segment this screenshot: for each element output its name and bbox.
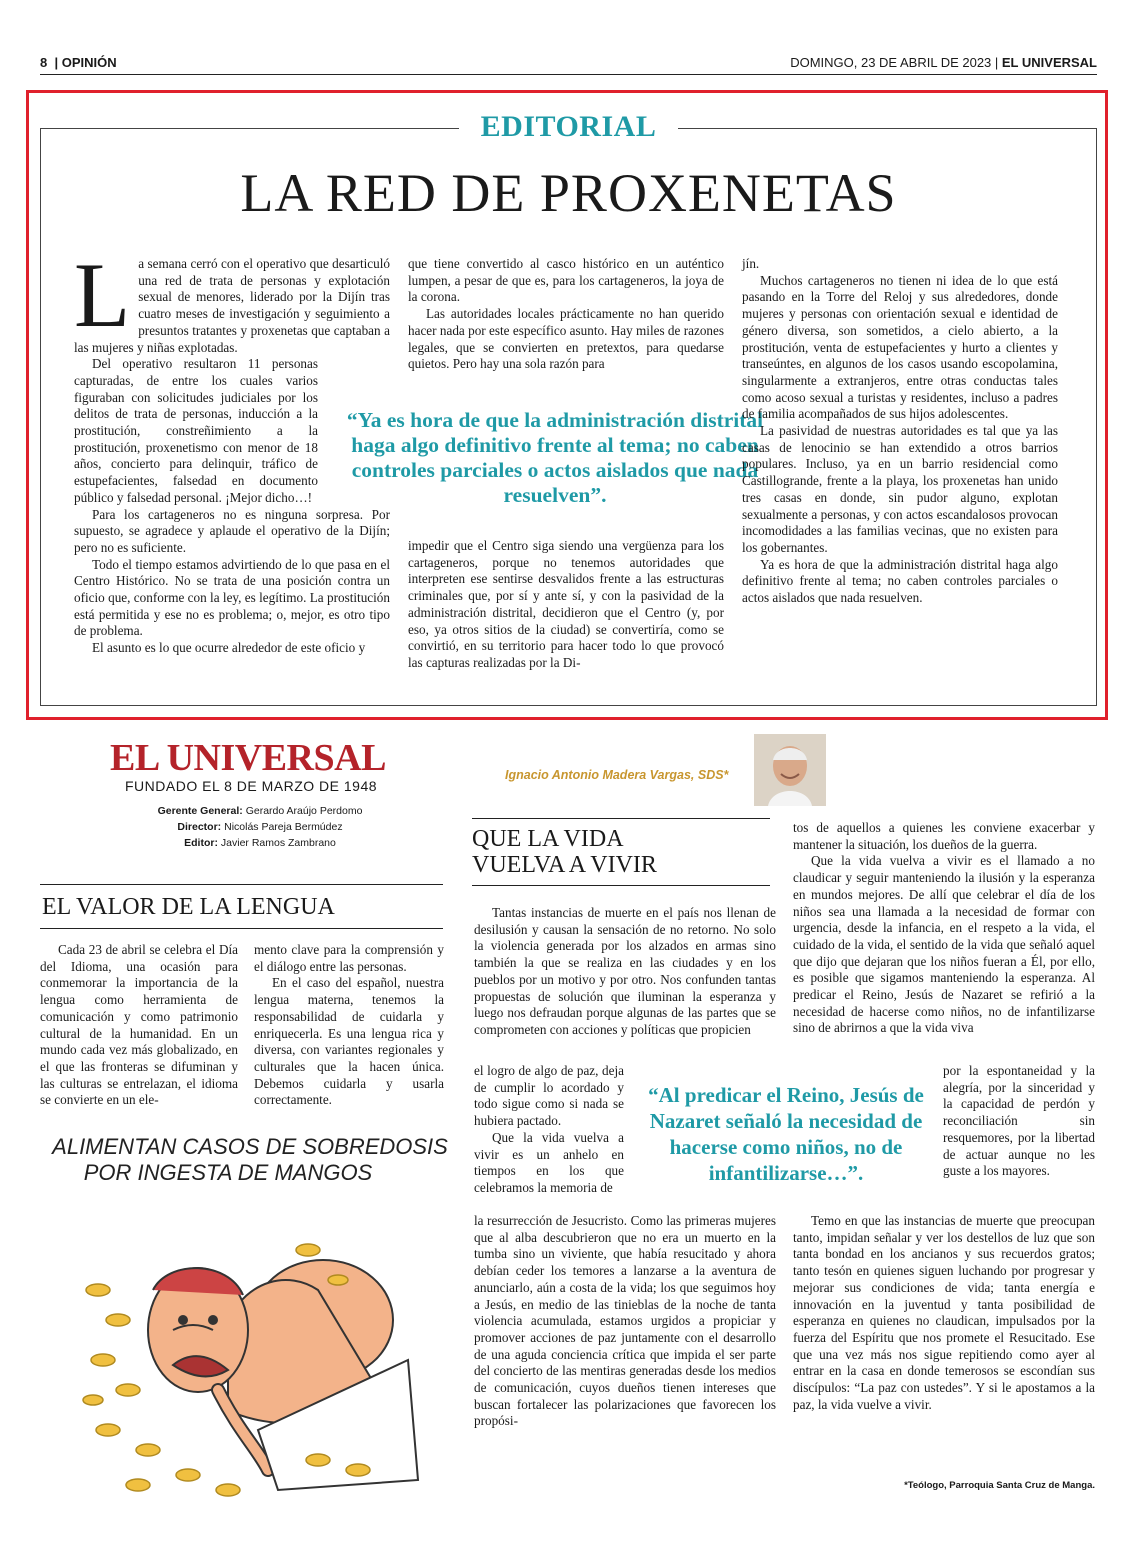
column-author: Ignacio Antonio Madera Vargas, SDS*	[505, 768, 729, 782]
editorial-column-2-bottom	[408, 538, 724, 672]
lengua-column-2	[254, 942, 444, 1109]
editorial-paragraph: que tiene convertido al casco histórico en un auténtico lumpen, a pesar de que es, para los cartageneros, la joya de la corona.	[408, 256, 724, 305]
column-pullquote: “Al predicar el Reino, Jesús de Nazaret señaló la necesidad de hacerse como niños, no de infantilizarse…”.	[648, 1083, 924, 1185]
column-left-narrow	[474, 1063, 624, 1197]
cartoon-caption: POR INGESTA DE MANGOS	[83, 1160, 373, 1185]
masthead-staff	[60, 803, 460, 851]
lengua-paragraph: mento clave para la comprensión y el diálogo entre las personas.	[254, 942, 444, 974]
column-paragraph: el logro de algo de paz, deja de cumplir lo acordado y todo sigue como si nada se hubiera pactado.	[474, 1063, 624, 1129]
editorial-paragraph: Las autoridades locales prácticamente no han querido hacer nada por este específico asunto. Hay miles de razones legales, que se convierten en pretextos, para quedarse quietos. Pero hay una sola razón para	[408, 306, 724, 372]
lengua-paragraph: Cada 23 de abril se celebra el Día del Idioma, una ocasión para conmemorar la importancia de la lengua como herramienta de comunicación y como patrimonio cultural de la humanidad. En un mundo cada vez más globalizado, en el que las fronteras se difuminan y las culturas se entrelazan, el idioma se convierte en un ele-	[40, 942, 238, 1108]
editorial-paragraph: Todo el tiempo estamos advirtiendo de lo que pasa en el Centro Histórico. No se trata de una posición contra un oficio que, conforme con la ley, es legítimo. La prostitución está permitida y ese no es problema; o, mejor, es otro tipo de problema.	[74, 556, 390, 639]
editorial-paragraph: Del operativo resultaron 11 personas capturadas, de entre los cuales varios figuraban con solicitudes judiciales por los delitos de trata de personas, inducción a la prostitución, constreñimiento a la prostitución, proxenetismo con menor de 18 años, concierto para delinquir, tráfico de estupefacientes, falsedad en documento público y falsedad personal. ¡Mejor dicho…!	[74, 356, 318, 505]
column-paragraph: la resurrección de Jesucristo. Como las primeras mujeres que al alba descubrieron que no era un muerto en la tumba sino un viviente, que había resucitado y ahora debían ceder los temores a lanzarse a la aventura de anunciarlo, aún a costa de la vida; los que seguimos hoy a Jesús, en medio de las tinieblas de la noche de tanta violencia acumulada, estamos urgidos a propiciar y promover acciones de paz juntamente con el desarrollo de una aguda conciencia crítica que impida el ser parte del concierto de las mentiras generadas desde los medios de comunicación, cuyos dueños tienen intereses que buscan fortalecer las polarizaciones que favorecen los propósi-	[474, 1213, 776, 1429]
staff-line: Editor: Javier Ramos Zambrano	[184, 837, 336, 849]
editorial-title: LA RED DE PROXENETAS	[240, 163, 897, 223]
masthead-logo: EL UNIVERSAL	[110, 737, 386, 779]
cartoon-caption: ALIMENTAN CASOS DE SOBREDOSIS	[52, 1134, 448, 1159]
column-right-top	[793, 820, 1095, 1037]
column-paragraph: por la espontaneidad y la alegría, por la sinceridad y la capacidad de perdón y reconciliación sin resquemores, por la libertad de actuar aunque no les guste a los mayores.	[943, 1063, 1095, 1179]
page-date: DOMINGO, 23 DE ABRIL DE 2023 | EL UNIVERSAL	[790, 55, 1097, 70]
cartoon-illustration	[52, 1130, 448, 1510]
editorial-paragraph: Para los cartageneros no es ninguna sorpresa. Por supuesto, se agradece y aplaude el operativo de la Dijín; pero no es suficiente.	[74, 506, 390, 555]
lengua-title: EL VALOR DE LA LENGUA	[42, 894, 335, 920]
column-paragraph: Que la vida vuelva a vivir es un anhelo en tiempos en los que celebramos la memoria de	[474, 1129, 624, 1195]
section-rule	[40, 884, 443, 885]
editorial-paragraph: La pasividad de nuestras autoridades es tal que ya las casas de lenocinio se han extendido a otros barrios populares. Incluso, ya en un barrio residencial como Castillogrande, frente a la playa, los proxenetas han unido tres casas en donde, sin pudor alguno, explotan sexualmente a personas, y con actos escandalosos provocan incomodidades a las familias vecinas, que no existen para los gobernantes.	[742, 423, 1058, 555]
masthead-founded: FUNDADO EL 8 DE MARZO DE 1948	[125, 778, 378, 794]
page-header	[40, 52, 1097, 75]
column-footnote: *Teólogo, Parroquia Santa Cruz de Manga.	[904, 1480, 1095, 1491]
lengua-column-1	[40, 942, 238, 1109]
column-paragraph: tos de aquellos a quienes les conviene exacerbar y mantener la situación, los dueños de la guerra.	[793, 820, 1095, 852]
editorial-column-3	[742, 256, 1058, 607]
editorial-pullquote: “Ya es hora de que la administración distrital haga algo definitivo frente al tema; no caben controles parciales o actos aislados que nada resuelven”.	[346, 408, 764, 507]
lengua-paragraph: En el caso del español, nuestra lengua materna, tenemos la responsabilidad de cuidarla y enriquecerla. Es una lengua rica y diversa, con variantes regionales y culturales que la hacen única. Debemos cuidarla y usarla correctamente.	[254, 975, 444, 1108]
dropcap: L	[74, 244, 131, 346]
editorial-column-2-top	[408, 256, 724, 373]
column-right-narrow	[943, 1063, 1095, 1180]
editorial-paragraph: El asunto es lo que ocurre alrededor de este oficio y	[92, 640, 366, 656]
editorial-paragraph: La semana cerró con el operativo que desarticuló una red de trata de personas y explotación sexual de menores, liderado por la Dijín tras cuatro meses de investigación y seguimiento a presuntos tratantes y proxenetas que captaban a las mujeres y niñas explotadas.	[74, 244, 390, 355]
editorial-paragraph: impedir que el Centro siga siendo una vergüenza para los cartageneros, porque no tenemos autoridades que interpreten ese sentirse desvalidos frente a las estructuras criminales que, por sí y ante sí, y con la pasividad de la administración distrital, decidieron que el Centro (y, por eso, ya otros sitios de la ciudad) se convertiría, como se convirtió, en su territorio para hacer todo lo que provocó las capturas realizadas por la Di-	[408, 538, 724, 670]
staff-line: Gerente General: Gerardo Araújo Perdomo	[157, 805, 363, 817]
column-paragraph: Temo en que las instancias de muerte que preocupan tanto, impidan señalar y ver los destellos de luz que son tanta bondad en los ancianos y sus recuerdos gratos; tanto tesón en quienes siguen luchando por progresar y mejorar sus condiciones de vida; tanta energía e innovación en la juventud y tanta posibilidad de esperanza en quienes no claudican, impulsados por la fuerza del Espíritu que nos promete el Resucitado. Ese que una vez más nos sigue repitiendo como ayer al entrar en la casa en donde temerosos se escondían sus discípulos: “La paz con ustedes”. Y si le apostamos a la paz, la vida vuelve a vivir.	[793, 1213, 1095, 1412]
editorial-paragraph: Ya es hora de que la administración distrital haga algo definitivo frente al tema; no caben controles parciales o actos aislados que nada resuelven.	[742, 556, 1058, 606]
column-right-bottom	[793, 1213, 1095, 1413]
column-title: QUE LA VIDA VUELVA A VIVIR	[472, 826, 657, 878]
editorial-paragraph: Muchos cartageneros no tienen ni idea de lo que está pasando en la Torre del Reloj y sus alrededores, donde mujeres y personas con orientación sexual e identidad de género diversa, son sometidos, a cielo abierto, a la prostitución, venta de estupefacientes y hurto a clientes y transeúntes, en algunos de los casos usando escopolamina, singularmente a extranjeros, entre otras conductas tales como acoso sexual a turistas y residentes, incluso a padres de familia acompañados de sus hijos adolescentes.	[742, 272, 1058, 422]
section-rule	[40, 928, 443, 929]
author-avatar	[754, 734, 826, 806]
column-left-top	[474, 905, 776, 1039]
editorial-paragraph: jín.	[742, 256, 760, 271]
page-section: 8 | OPINIÓN	[40, 55, 117, 70]
section-rule	[472, 818, 770, 819]
editorial-kicker: EDITORIAL	[0, 110, 1137, 144]
column-left-bottom	[474, 1213, 776, 1430]
section-rule	[472, 885, 770, 886]
column-paragraph: Que la vida vuelva a vivir es el llamado a no claudicar y seguir manteniendo la ilusión y la esperanza en mundos mejores. De allí que celebrar el día de los niños sea una llamada a la necesidad de formar con urgencia, desde la infancia, en el respeto a la vida, el cuidado de la vida, el sentido de la vida que señaló aquel que dijo que dejaran que los niños fueran a Él, por ello, es posible que sigamos manteniendo la esperanza. Al predicar el Reino, Jesús de Nazaret se refirió a la necesidad de hacerse como niños, no de infantilizarse sino de abrirnos a que la vida viva	[793, 853, 1095, 1036]
staff-line: Director: Nicolás Pareja Bermúdez	[177, 821, 343, 833]
column-paragraph: Tantas instancias de muerte en el país nos llenan de desilusión y causan la sensación de no retorno. No solo la violencia generada por los alzados en armas sino también la que se realiza en las ciudades y en los pueblos por un motivo y por otro. Nos confunden tantas propuestas de solución que iluminan la esperanza y luego nos defraudan porque algunas de las partes que se comprometen con acciones y políticas que propicien	[474, 905, 776, 1037]
